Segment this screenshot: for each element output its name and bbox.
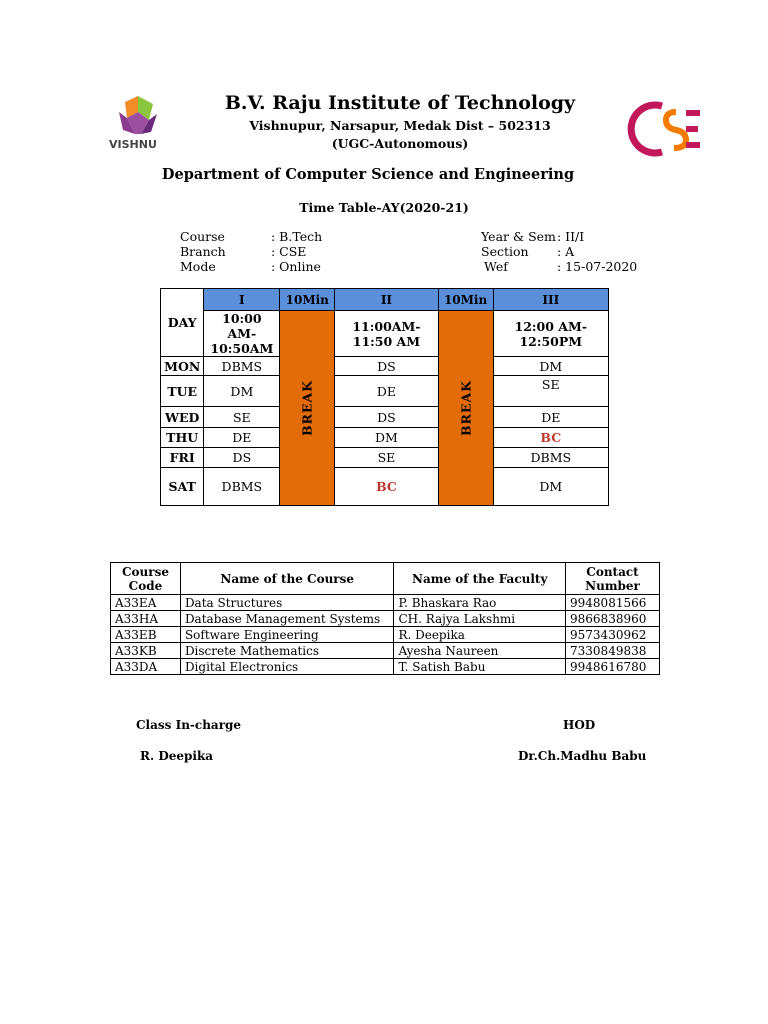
institute-status: (UGC-Autonomous) xyxy=(331,136,469,151)
section-label: Section xyxy=(481,244,529,259)
subject-cell: DS xyxy=(335,407,438,428)
table-row xyxy=(161,448,609,468)
subject-cell: DM xyxy=(493,357,608,376)
year-value: : II/I xyxy=(557,229,585,244)
subject-cell: SE xyxy=(335,448,438,468)
subject-cell: DE xyxy=(493,407,608,428)
day-cell: FRI xyxy=(161,448,204,468)
branch-value: : CSE xyxy=(271,244,307,259)
subject-cell: DM xyxy=(204,376,280,407)
contact-number: 9948081566 xyxy=(566,595,660,611)
column-header: Name of the Course xyxy=(180,563,394,595)
subject-cell-highlight: BC xyxy=(493,428,608,448)
day-cell: THU xyxy=(161,428,204,448)
course-code: A33EB xyxy=(111,627,181,643)
faculty-name: Ayesha Naureen xyxy=(394,643,566,659)
subject-cell: SE xyxy=(493,376,608,407)
period-time-1: 10:00 AM-10:50AM xyxy=(204,311,280,357)
table-row xyxy=(161,376,609,407)
break-label-1: BREAK xyxy=(299,379,315,437)
subject-cell: DM xyxy=(493,468,608,506)
course-value: : B.Tech xyxy=(271,229,323,244)
period-time-2: 11:00AM-11:50 AM xyxy=(335,311,438,357)
column-header: Contact Number xyxy=(566,563,660,595)
institute-name: B.V. Raju Institute of Technology xyxy=(224,92,576,114)
wef-value: : 15-07-2020 xyxy=(557,259,638,274)
subject-cell: DM xyxy=(335,428,438,448)
class-incharge-name: R. Deepika xyxy=(140,749,214,763)
period-header-2: II xyxy=(335,289,438,311)
subject-cell: DS xyxy=(335,357,438,376)
timetable-title: Time Table-AY(2020-21) xyxy=(299,200,469,215)
column-header: Name of the Faculty xyxy=(394,563,566,595)
table-row xyxy=(111,627,660,643)
course-code: A33EA xyxy=(111,595,181,611)
break-header-1: 10Min xyxy=(280,289,335,311)
contact-number: 9573430962 xyxy=(566,627,660,643)
timetable xyxy=(160,288,609,506)
contact-number: 7330849838 xyxy=(566,643,660,659)
course-label: Course xyxy=(180,229,225,244)
subject-cell: DE xyxy=(335,376,438,407)
table-row xyxy=(161,428,609,448)
mode-label: Mode xyxy=(180,259,216,274)
subject-cell: DE xyxy=(204,428,280,448)
column-header: Course Code xyxy=(111,563,181,595)
course-name: Software Engineering xyxy=(180,627,394,643)
table-row xyxy=(161,468,609,506)
subject-cell: SE xyxy=(204,407,280,428)
table-row xyxy=(161,357,609,376)
section-value: : A xyxy=(557,244,575,259)
contact-number: 9866838960 xyxy=(566,611,660,627)
class-incharge-title: Class In-charge xyxy=(136,718,242,732)
day-header: DAY xyxy=(161,289,204,357)
subject-cell: DBMS xyxy=(204,357,280,376)
subject-cell: DBMS xyxy=(493,448,608,468)
period-header-3: III xyxy=(493,289,608,311)
day-cell: WED xyxy=(161,407,204,428)
table-row xyxy=(161,407,609,428)
period-time-3: 12:00 AM-12:50PM xyxy=(493,311,608,357)
day-cell: MON xyxy=(161,357,204,376)
day-cell: TUE xyxy=(161,376,204,407)
table-row xyxy=(111,659,660,675)
table-row xyxy=(111,643,660,659)
subject-cell: DS xyxy=(204,448,280,468)
faculty-name: P. Bhaskara Rao xyxy=(394,595,566,611)
course-name: Digital Electronics xyxy=(180,659,394,675)
branch-label: Branch xyxy=(180,244,226,259)
break-label-2: BREAK xyxy=(458,379,474,437)
period-header-1: I xyxy=(204,289,280,311)
institute-address: Vishnupur, Narsapur, Medak Dist – 502313 xyxy=(249,118,551,133)
break-header-2: 10Min xyxy=(438,289,493,311)
subject-cell: DBMS xyxy=(204,468,280,506)
department-title: Department of Computer Science and Engineering xyxy=(161,166,575,183)
break-column-2 xyxy=(438,311,493,506)
vishnu-logo-text: VISHNU xyxy=(109,138,157,151)
course-name: Database Management Systems xyxy=(180,611,394,627)
year-label: Year & Sem xyxy=(481,229,556,244)
course-code: A33DA xyxy=(111,659,181,675)
table-row xyxy=(111,595,660,611)
mode-value: : Online xyxy=(271,259,321,274)
course-code: A33HA xyxy=(111,611,181,627)
course-name: Data Structures xyxy=(180,595,394,611)
faculty-name: T. Satish Babu xyxy=(394,659,566,675)
day-cell: SAT xyxy=(161,468,204,506)
hod-name: Dr.Ch.Madhu Babu xyxy=(518,749,647,763)
subject-cell-highlight: BC xyxy=(335,468,438,506)
faculty-name: CH. Rajya Lakshmi xyxy=(394,611,566,627)
hod-title: HOD xyxy=(563,718,596,732)
faculty-name: R. Deepika xyxy=(394,627,566,643)
wef-label: Wef xyxy=(484,259,508,274)
contact-number: 9948616780 xyxy=(566,659,660,675)
course-code: A33KB xyxy=(111,643,181,659)
course-table xyxy=(110,562,660,675)
break-column-1 xyxy=(280,311,335,506)
table-row xyxy=(111,611,660,627)
course-name: Discrete Mathematics xyxy=(180,643,394,659)
